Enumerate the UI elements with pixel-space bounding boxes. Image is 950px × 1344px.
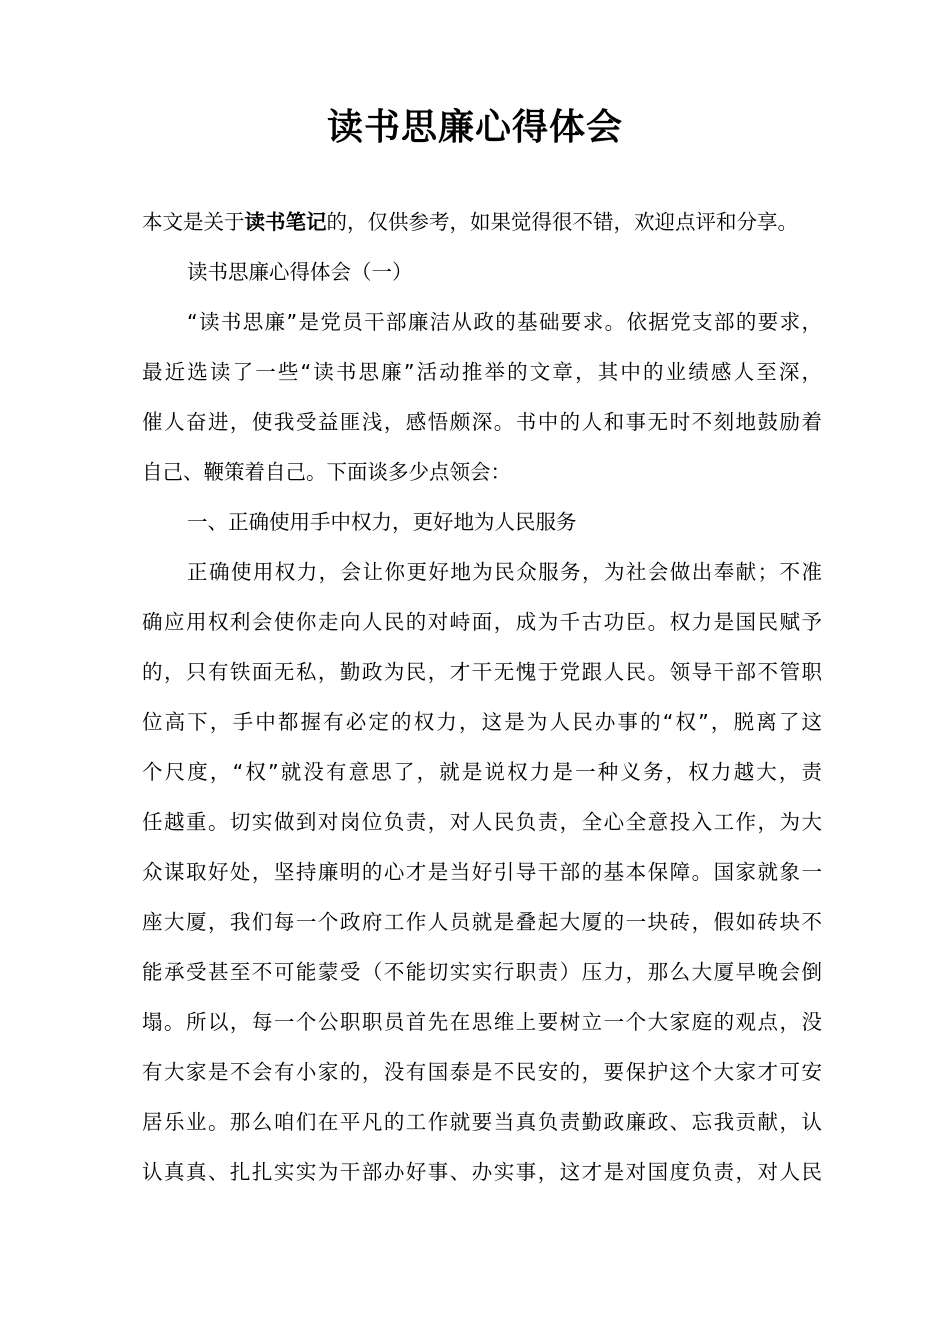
paragraph-line: 众谋取好处，坚持廉明的心才是当好引导干部的基本保障。国家就象一 (142, 860, 822, 884)
paragraph-line: 自己、鞭策着自己。下面谈多少点领会： (142, 460, 511, 484)
paragraph-line: 塌。所以，每一个公职职员首先在思维上要树立一个大家庭的观点，没 (142, 1010, 822, 1034)
paragraph-line: 能承受甚至不可能蒙受（不能切实实行职责）压力，那么大厦早晚会倒 (142, 960, 822, 984)
intro-suffix: 的，仅供参考，如果觉得很不错，欢迎点评和分享。 (326, 210, 798, 234)
intro-line (142, 197, 822, 247)
paragraph-line: 确应用权利会使你走向人民的对峙面，成为千古功臣。权力是国民赋予 (142, 610, 822, 634)
paragraph-line: 座大厦，我们每一个政府工作人员就是叠起大厦的一块砖，假如砖块不 (142, 910, 822, 934)
paragraph-line: 位高下，手中都握有必定的权力，这是为人民办事的“权”，脱离了这 (142, 710, 822, 734)
intro-keyword: 读书笔记 (244, 210, 327, 234)
paragraph-line: 正确使用权力，会让你更好地为民众服务，为社会做出奉献；不准 (187, 560, 822, 584)
section-title: 读书思廉心得体会（一） (187, 260, 413, 284)
subheading: 一、正确使用手中权力，更好地为人民服务 (187, 510, 577, 534)
paragraph-line: 最近选读了一些“读书思廉”活动推举的文章，其中的业绩感人至深， (142, 360, 822, 384)
paragraph-line: 有大家是不会有小家的，没有国泰是不民安的，要保护这个大家才可安 (142, 1060, 822, 1084)
paragraph-line: 催人奋进，使我受益匪浅，感悟颇深。书中的人和事无时不刻地鼓励着 (142, 410, 822, 434)
paragraph-line: 的，只有铁面无私，勤政为民，才干无愧于党跟人民。领导干部不管职 (142, 660, 822, 684)
document-title: 读书思廉心得体会 (326, 107, 623, 148)
paragraph-line: 任越重。切实做到对岗位负责，对人民负责，全心全意投入工作，为大 (142, 810, 822, 834)
paragraph-line: 居乐业。那么咱们在平凡的工作就要当真负责勤政廉政、忘我贡献，认 (142, 1110, 822, 1134)
paragraph-line: 个尺度，“权”就没有意思了，就是说权力是一种义务，权力越大，责 (142, 760, 822, 784)
paragraph-line: 认真真、扎扎实实为干部办好事、办实事，这才是对国度负责，对人民 (142, 1160, 822, 1184)
intro-prefix: 本文是关于 (142, 210, 245, 234)
paragraph-line: “读书思廉”是党员干部廉洁从政的基础要求。依据党支部的要求， (187, 310, 822, 334)
